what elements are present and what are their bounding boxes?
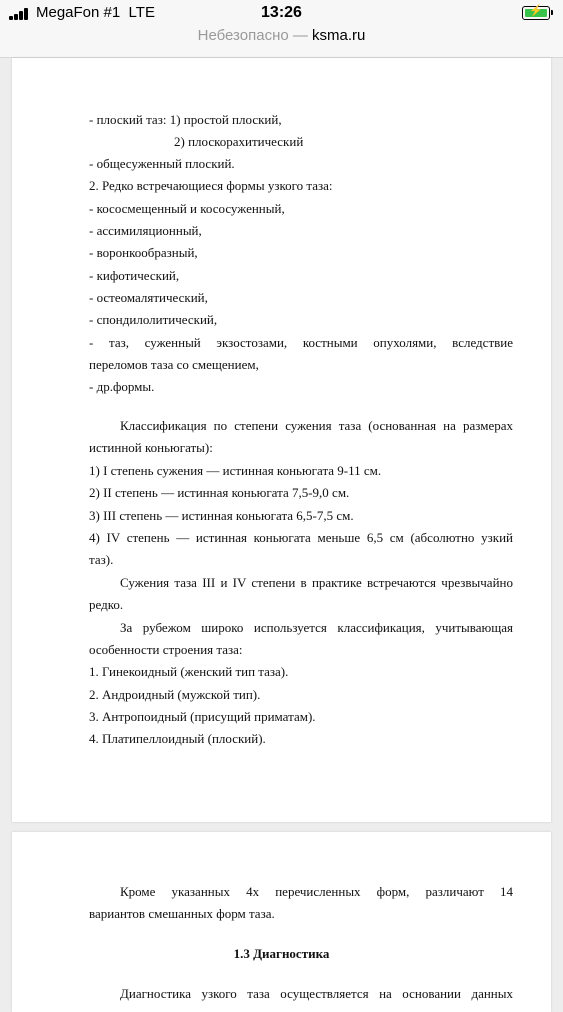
security-warning: Небезопасно — <box>197 27 308 44</box>
page-domain: ksma.ru <box>312 27 366 44</box>
status-bar <box>0 0 563 28</box>
text-line: - спондилолитический, <box>89 312 218 327</box>
text-line: Кроме указанных 4х перечисленных форм, различают 14 <box>120 884 513 899</box>
text-line: - остеомалятический, <box>89 290 208 305</box>
section-heading: 1.3 Диагностика <box>233 946 330 961</box>
text-line: вариантов смешанных форм таза. <box>89 906 275 921</box>
text-line: Классификация по степени сужения таза (основанная на размерах <box>120 418 513 433</box>
text-line: - кососмещенный и кососуженный, <box>89 201 285 216</box>
text-line: - кифотический, <box>89 268 180 283</box>
text-line: 2. Андроидный (мужской тип). <box>89 687 261 702</box>
text-line: переломов таза со смещением, <box>89 357 259 372</box>
text-line: - др.формы. <box>89 379 155 394</box>
text-line: Сужения таза III и IV степени в практике встречаются чрезвычайно <box>120 575 513 590</box>
text-line: За рубежом широко используется классификация, учитывающая <box>120 620 513 635</box>
text-line: - воронкообразный, <box>89 245 198 260</box>
text-line: 2) плоскорахитический <box>174 134 304 149</box>
carrier-label: MegaFon #1 LTE <box>36 4 155 21</box>
text-line: - таз, суженный экзостозами, костными опухолями, вследствие <box>89 335 513 350</box>
text-line: редко. <box>89 597 124 612</box>
text-line: Диагностика узкого таза осуществляется на основании данных <box>120 986 513 1001</box>
clock: 13:26 <box>261 4 302 21</box>
address-bar[interactable] <box>0 28 563 58</box>
text-line: 1) I степень сужения — истинная коньюгата 9-11 см. <box>89 463 382 478</box>
text-line: 1. Гинекоидный (женский тип таза). <box>89 664 289 679</box>
text-line: - плоский таз: 1) простой плоский, <box>89 112 282 127</box>
battery-charging-icon: ⚡ <box>522 6 550 20</box>
text-line: 2. Редко встречающиеся формы узкого таза: <box>89 178 333 193</box>
document-page-1 <box>12 58 551 822</box>
text-line: - ассимиляционный, <box>89 223 202 238</box>
text-line: таз). <box>89 552 114 567</box>
text-line: 2) II степень — истинная коньюгата 7,5-9,0 см. <box>89 485 350 500</box>
document-page-2 <box>12 832 551 1012</box>
text-line: 4) IV степень — истинная коньюгата меньше 6,5 см (абсолютно узкий <box>89 530 513 545</box>
text-line: 4. Платипеллоидный (плоский). <box>89 731 266 746</box>
text-line: особенности строения таза: <box>89 642 243 657</box>
text-line: 3. Антропоидный (присущий приматам). <box>89 709 316 724</box>
text-line: - общесуженный плоский. <box>89 156 235 171</box>
text-line: 3) III степень — истинная коньюгата 6,5-7,5 см. <box>89 508 354 523</box>
text-line: истинной коньюгаты): <box>89 440 213 455</box>
